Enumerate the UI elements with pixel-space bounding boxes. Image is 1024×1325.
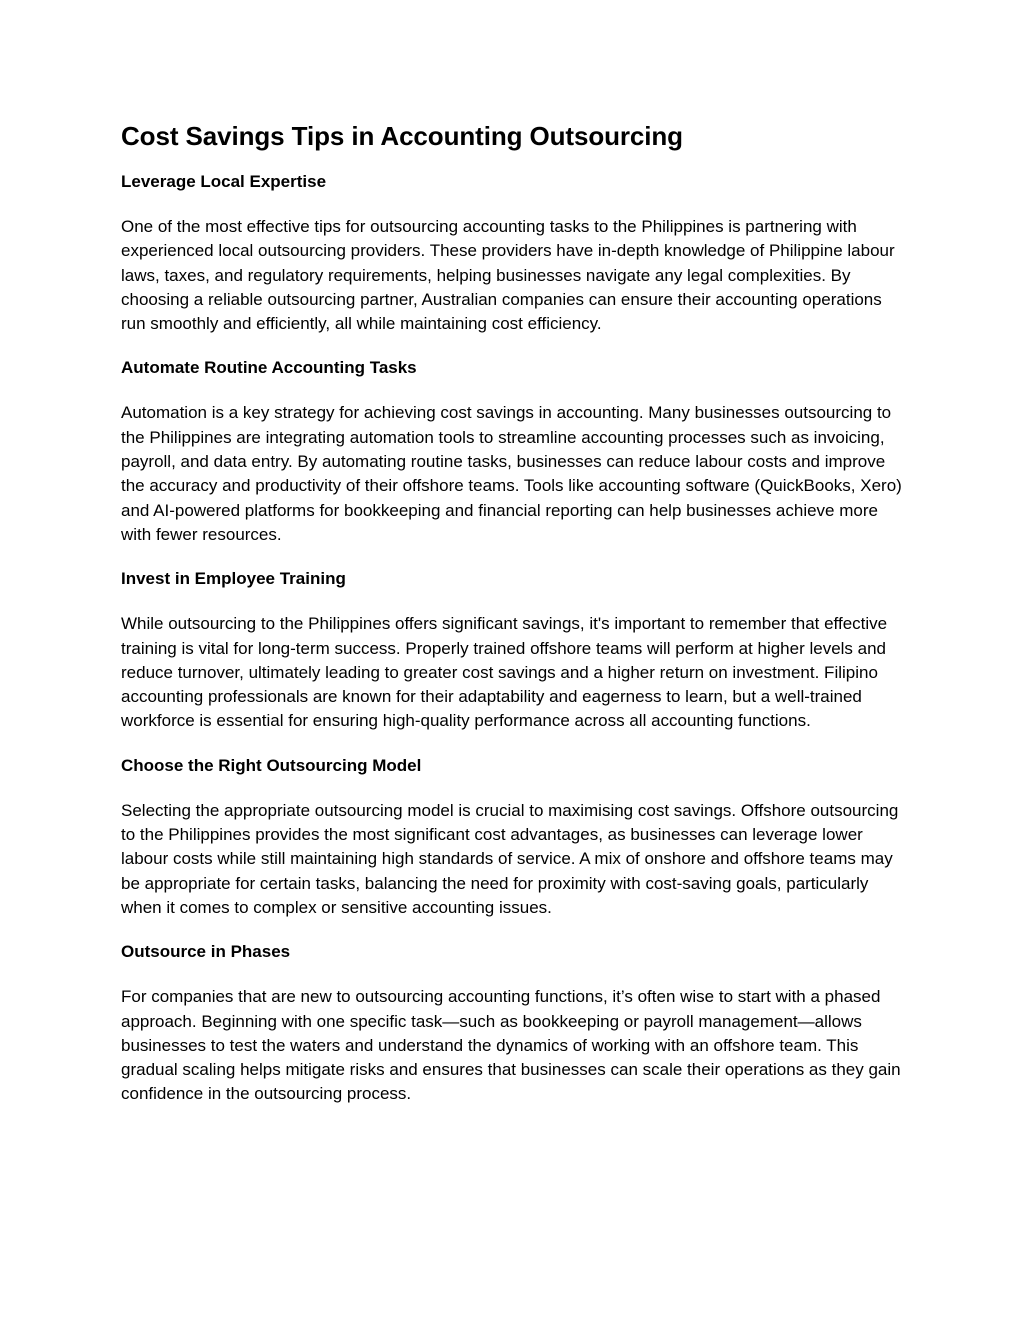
document-title: Cost Savings Tips in Accounting Outsourcing [121,121,683,151]
section-heading: Automate Routine Accounting Tasks [121,358,417,378]
section-heading: Choose the Right Outsourcing Model [121,755,422,775]
section-invest-in-training [121,568,911,733]
section-choose-outsourcing-model [121,755,911,920]
section-heading: Invest in Employee Training [121,569,346,589]
section-paragraph: Automation is a key strategy for achieving cost savings in accounting. Many businesses outsourcing to the Philippines are integrating automation tools to streamline accounting processes such as invoicing, payroll, and data entry. By automating routine tasks, businesses can reduce labour costs and improve the accuracy and productivity of their offshore teams. Tools like accounting software (QuickBooks, Xero) and AI-powered platforms for bookkeeping and financial reporting can help businesses achieve more with fewer resources. [121,403,902,544]
section-outsource-in-phases [121,941,911,1106]
section-paragraph: For companies that are new to outsourcing accounting functions, it’s often wise to start with a phased approach. Beginning with one specific task—such as bookkeeping or payroll management—allows businesses to test the waters and understand the dynamics of working with an offshore team. This gradual scaling helps mitigate risks and ensures that businesses can scale their operations as they gain confidence in the outsourcing process. [121,987,901,1104]
section-heading: Leverage Local Expertise [121,172,327,191]
section-automate-routine-tasks [121,357,911,547]
section-heading: Outsource in Phases [121,942,291,962]
section-paragraph: One of the most effective tips for outsourcing accounting tasks to the Philippines is partnering with experienced local outsourcing providers. These providers have in-depth knowledge of Philippine labour laws, taxes, and regulatory requirements, helping businesses navigate any legal complexities. By choosing a reliable outsourcing partner, Australian companies can ensure their accounting operations run smoothly and efficiently, all while maintaining cost efficiency. [121,217,895,334]
document-page [121,120,911,1128]
section-leverage-local-expertise [121,171,911,336]
section-paragraph: Selecting the appropriate outsourcing model is crucial to maximising cost savings. Offshore outsourcing to the Philippines provides the most significant cost advantages, as businesses can leverage lower labour costs while still maintaining high standards of service. A mix of onshore and offshore teams may be appropriate for certain tasks, balancing the need for proximity with cost-saving goals, particularly when it comes to complex or sensitive accounting issues. [121,800,899,917]
section-paragraph: While outsourcing to the Philippines offers significant savings, it's important to remember that effective training is vital for long-term success. Properly trained offshore teams will perform at higher levels and reduce turnover, ultimately leading to greater cost savings and a higher return on investment. Filipino accounting professionals are known for their adaptability and eagerness to learn, but a well-trained workforce is essential for ensuring high-quality performance across all accounting functions. [121,614,888,731]
